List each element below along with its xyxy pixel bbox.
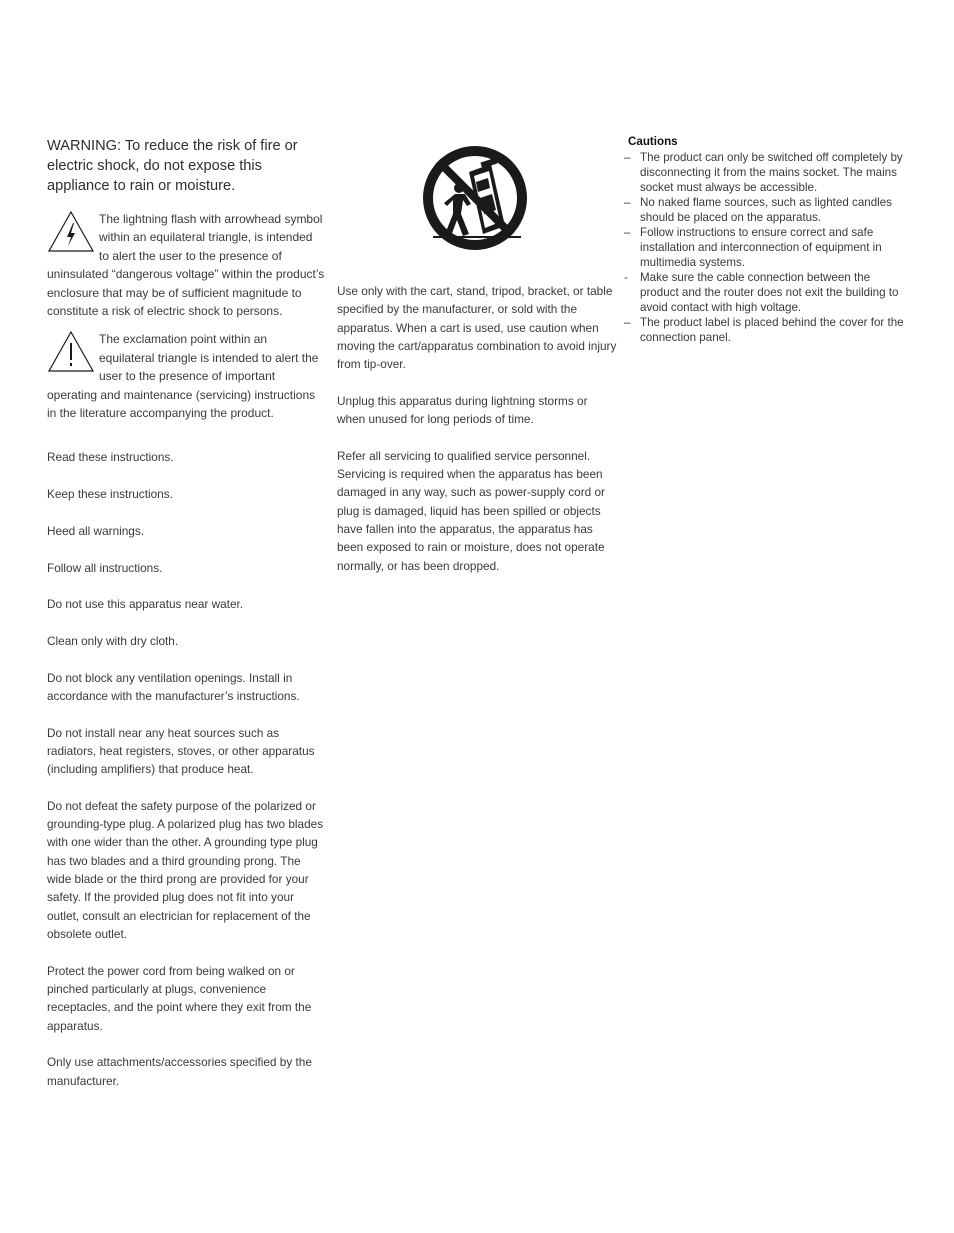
instruction-item: Do not install near any heat sources such as radiators, heat registers, stoves, or other apparatus (including amplifiers) that produce heat. [47, 725, 315, 777]
caution-text: The product can only be switched off completely by disconnecting it from the mains socket. The mains socket must always be accessible. [640, 151, 903, 194]
dash-bullet: – [624, 316, 631, 329]
cautions-column [624, 134, 908, 345]
dash-bullet: - [624, 271, 628, 284]
dash-bullet: – [624, 226, 631, 239]
unplug-paragraph: Unplug this apparatus during lightning storms or when unused for long periods of time. [337, 393, 588, 427]
cart-instructions [337, 282, 617, 593]
caution-item [624, 225, 908, 270]
instruction-item: Follow all instructions. [47, 560, 163, 575]
cart-tip-over-warning-icon [419, 142, 531, 254]
cautions-list [624, 150, 908, 345]
cautions-heading: Cautions [628, 135, 678, 148]
caution-text: The product label is placed behind the cover for the connection panel. [640, 316, 904, 344]
instruction-item: Read these instructions. [47, 450, 174, 465]
caution-item [624, 315, 908, 345]
caution-text: Make sure the cable connection between the product and the router does not exit the building to avoid contact with high voltage. [640, 271, 899, 314]
exclamation-triangle-icon [47, 330, 95, 374]
servicing-paragraph: Refer all servicing to qualified service personnel. Servicing is required when the apparatus has been damaged in any way, such as power-supply cord or plug is damaged, liquid has been spilled or objects have fallen into the apparatus, the apparatus has been exposed to rain or moisture, does not operate normally, or has been dropped. [337, 448, 605, 573]
instruction-item: Heed all warnings. [47, 523, 145, 538]
instruction-item: Keep these instructions. [47, 487, 173, 502]
exclamation-symbol-block [47, 330, 325, 422]
instruction-item: Protect the power cord from being walked on or pinched particularly at plugs, convenience receptacles, and the point where they exit from the apparatus. [47, 963, 312, 1033]
caution-text: No naked flame sources, such as lighted candles should be placed on the apparatus. [640, 196, 892, 224]
instruction-item: Clean only with dry cloth. [47, 633, 179, 648]
cart-paragraph: Use only with the cart, stand, tripod, bracket, or table specified by the manufacturer, or sold with the apparatus. When a cart is used, use caution when moving the cart/apparatus combination to avoid injury from tip-over. [337, 284, 617, 372]
dash-bullet: – [624, 196, 631, 209]
caution-text: Follow instructions to ensure correct and safe installation and interconnection of equipment in multimedia systems. [640, 226, 882, 269]
lightning-symbol-text: The lightning flash with arrowhead symbol within an equilateral triangle, is intended to alert the user to the presence of uninsulated “dangerous voltage” within the product’s enclosure that may be of sufficient magnitude to constitute a risk of electric shock to persons. [47, 212, 325, 319]
instruction-item: Do not block any ventilation openings. Install in accordance with the manufacturer’s instructions. [47, 670, 300, 703]
exclamation-symbol-text: The exclamation point within an equilateral triangle is intended to alert the user to the presence of important operating and maintenance (servicing) instructions in the literature accompanying the product. [47, 332, 319, 421]
warning-heading: WARNING: To reduce the risk of fire or electric shock, do not expose this appliance to rain or moisture. [47, 138, 298, 194]
lightning-triangle-icon [47, 210, 95, 254]
caution-item [624, 270, 908, 315]
caution-item [624, 195, 908, 225]
safety-column-left [47, 136, 325, 1108]
lightning-symbol-block [47, 210, 325, 320]
caution-item [624, 150, 908, 195]
instruction-item: Only use attachments/accessories specified by the manufacturer. [47, 1055, 312, 1088]
instruction-item: Do not use this apparatus near water. [47, 597, 244, 612]
instruction-item: Do not defeat the safety purpose of the polarized or grounding-type plug. A polarized plug has two blades with one wider than the other. A grounding type plug has two blades and a third grounding prong. The wide blade or the third prong are provided for your safety. If the provided plug does not fit into your outlet, consult an electrician for replacement of the obsolete outlet. [47, 798, 324, 941]
dash-bullet: – [624, 151, 631, 164]
